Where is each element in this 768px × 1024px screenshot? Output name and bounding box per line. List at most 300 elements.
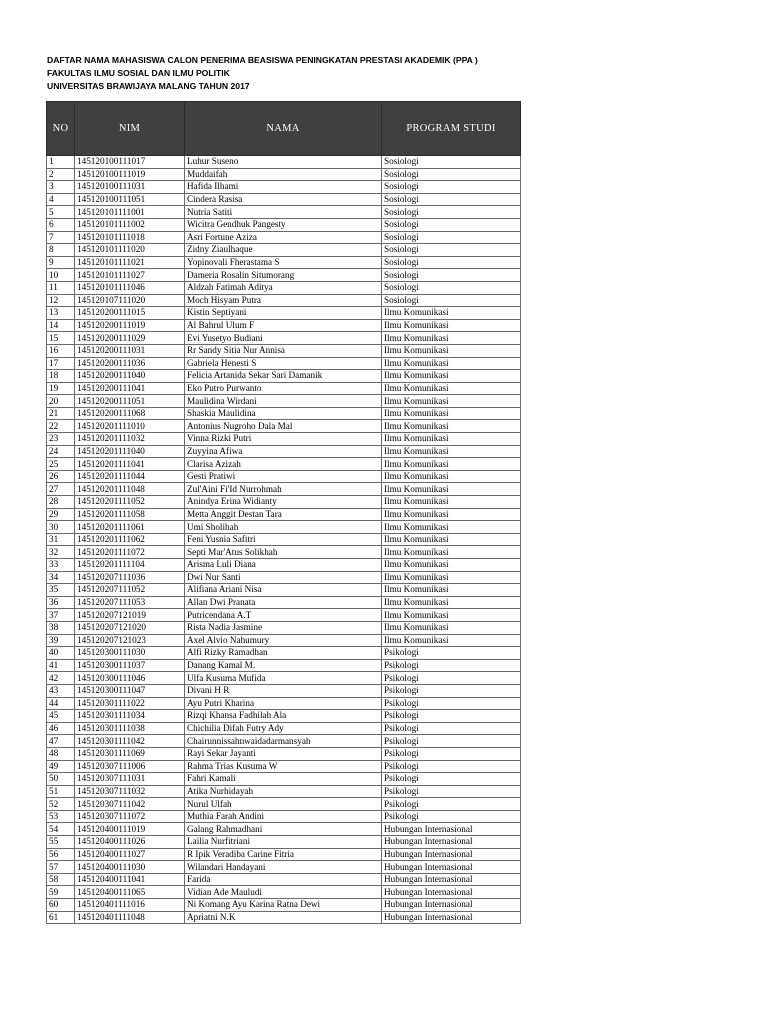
cell-nama: Zuyyina Afiwa [185, 445, 382, 458]
cell-program-studi: Sosiologi [382, 269, 521, 282]
cell-program-studi: Psikologi [382, 798, 521, 811]
cell-nama: Luhur Suseno [185, 156, 382, 169]
cell-no: 35 [47, 584, 75, 597]
table-row [47, 747, 521, 760]
table-row [47, 773, 521, 786]
table-row [47, 256, 521, 269]
document-header [47, 54, 478, 92]
cell-program-studi: Ilmu Komunikasi [382, 470, 521, 483]
cell-nim: 145120200111051 [75, 395, 185, 408]
cell-nim: 145120401111048 [75, 911, 185, 924]
cell-nama: Gabriela Henesti S [185, 357, 382, 370]
cell-program-studi: Hubungan Internasional [382, 886, 521, 899]
cell-program-studi: Ilmu Komunikasi [382, 546, 521, 559]
cell-nim: 145120300111046 [75, 672, 185, 685]
cell-program-studi: Psikologi [382, 722, 521, 735]
cell-no: 56 [47, 848, 75, 861]
cell-program-studi: Sosiologi [382, 244, 521, 257]
cell-nama: Eko Putro Purwanto [185, 382, 382, 395]
cell-nama: Lailia Nurfitriani [185, 836, 382, 849]
cell-nim: 145120301111069 [75, 747, 185, 760]
cell-nim: 145120301111038 [75, 722, 185, 735]
cell-nama: Septi Mar'Atus Solikhah [185, 546, 382, 559]
cell-nim: 145120400111027 [75, 848, 185, 861]
cell-program-studi: Ilmu Komunikasi [382, 609, 521, 622]
table-row [47, 370, 521, 383]
cell-no: 5 [47, 206, 75, 219]
cell-nama: Atika Nurhidayah [185, 785, 382, 798]
cell-program-studi: Hubungan Internasional [382, 911, 521, 924]
table-row [47, 206, 521, 219]
cell-no: 45 [47, 710, 75, 723]
cell-nama: Asri Fortune Aziza [185, 231, 382, 244]
cell-program-studi: Ilmu Komunikasi [382, 533, 521, 546]
cell-nim: 145120201111058 [75, 508, 185, 521]
cell-no: 40 [47, 647, 75, 660]
cell-no: 46 [47, 722, 75, 735]
cell-program-studi: Ilmu Komunikasi [382, 508, 521, 521]
cell-nim: 145120301111022 [75, 697, 185, 710]
cell-nim: 145120200111036 [75, 357, 185, 370]
cell-nim: 145120101111001 [75, 206, 185, 219]
cell-no: 6 [47, 218, 75, 231]
cell-no: 2 [47, 168, 75, 181]
cell-program-studi: Sosiologi [382, 193, 521, 206]
table-row [47, 873, 521, 886]
cell-nim: 145120201111052 [75, 496, 185, 509]
cell-no: 58 [47, 873, 75, 886]
cell-program-studi: Ilmu Komunikasi [382, 433, 521, 446]
cell-no: 38 [47, 621, 75, 634]
cell-nama: Danang Kamal M. [185, 659, 382, 672]
table-row [47, 911, 521, 924]
cell-nim: 145120201111010 [75, 420, 185, 433]
table-row [47, 218, 521, 231]
cell-program-studi: Ilmu Komunikasi [382, 496, 521, 509]
cell-no: 37 [47, 609, 75, 622]
cell-nim: 145120307111031 [75, 773, 185, 786]
cell-nama: Chairunnissahnwaidadarmansyah [185, 735, 382, 748]
table-row [47, 836, 521, 849]
cell-program-studi: Ilmu Komunikasi [382, 382, 521, 395]
cell-nama: Apriatni N.K [185, 911, 382, 924]
table-row [47, 647, 521, 660]
cell-program-studi: Sosiologi [382, 181, 521, 194]
cell-nama: Yopinovali Fherastama S [185, 256, 382, 269]
cell-no: 32 [47, 546, 75, 559]
cell-nama: Shaskia Maulidina [185, 407, 382, 420]
cell-nama: Ulfa Kusuma Mufida [185, 672, 382, 685]
cell-nim: 145120201111040 [75, 445, 185, 458]
cell-nama: Wicitra Gendhuk Pangesty [185, 218, 382, 231]
cell-nama: Aldzah Fatimah Aditya [185, 281, 382, 294]
cell-no: 8 [47, 244, 75, 257]
cell-nama: Vidian Ade Mauludi [185, 886, 382, 899]
cell-no: 26 [47, 470, 75, 483]
cell-program-studi: Ilmu Komunikasi [382, 559, 521, 572]
table-row [47, 697, 521, 710]
cell-nim: 145120200111040 [75, 370, 185, 383]
cell-no: 23 [47, 433, 75, 446]
cell-nama: Maulidina Wirdani [185, 395, 382, 408]
cell-no: 16 [47, 344, 75, 357]
cell-nim: 145120101111027 [75, 269, 185, 282]
table-row [47, 357, 521, 370]
cell-program-studi: Sosiologi [382, 256, 521, 269]
table-row [47, 886, 521, 899]
cell-nim: 145120101111002 [75, 218, 185, 231]
cell-no: 17 [47, 357, 75, 370]
table-row [47, 319, 521, 332]
table-row [47, 672, 521, 685]
cell-program-studi: Psikologi [382, 735, 521, 748]
cell-program-studi: Sosiologi [382, 206, 521, 219]
cell-nama: Rahma Trias Kusuma W [185, 760, 382, 773]
table-row [47, 521, 521, 534]
table-row [47, 546, 521, 559]
cell-nim: 145120307111042 [75, 798, 185, 811]
cell-no: 7 [47, 231, 75, 244]
cell-nama: Alfi Rizky Ramadhan [185, 647, 382, 660]
table-row [47, 735, 521, 748]
table-row [47, 156, 521, 169]
cell-program-studi: Hubungan Internasional [382, 836, 521, 849]
cell-nim: 145120201111104 [75, 559, 185, 572]
cell-program-studi: Ilmu Komunikasi [382, 307, 521, 320]
cell-program-studi: Sosiologi [382, 218, 521, 231]
table-row [47, 533, 521, 546]
cell-program-studi: Psikologi [382, 672, 521, 685]
cell-program-studi: Ilmu Komunikasi [382, 458, 521, 471]
table-row [47, 193, 521, 206]
cell-nama: Gesti Pratiwi [185, 470, 382, 483]
cell-nama: Felicia Artanida Sekar Sari Damanik [185, 370, 382, 383]
cell-nim: 145120200111019 [75, 319, 185, 332]
table-row [47, 559, 521, 572]
cell-nim: 145120400111026 [75, 836, 185, 849]
cell-nim: 145120201111032 [75, 433, 185, 446]
table-row [47, 231, 521, 244]
cell-nama: Antonius Nugroho Dala Mal [185, 420, 382, 433]
cell-nama: Umi Sholihah [185, 521, 382, 534]
cell-nim: 145120201111048 [75, 483, 185, 496]
cell-nim: 145120100111019 [75, 168, 185, 181]
cell-nim: 145120101111018 [75, 231, 185, 244]
table-row [47, 596, 521, 609]
table-row [47, 344, 521, 357]
table-row [47, 294, 521, 307]
cell-nama: Rayi Sekar Jayanti [185, 747, 382, 760]
cell-nama: Clarisa Azizah [185, 458, 382, 471]
cell-no: 48 [47, 747, 75, 760]
cell-program-studi: Sosiologi [382, 294, 521, 307]
table-row [47, 684, 521, 697]
table-row [47, 458, 521, 471]
cell-nama: Chichilia Difah Futry Ady [185, 722, 382, 735]
cell-nim: 145120200111029 [75, 332, 185, 345]
table-row [47, 710, 521, 723]
cell-program-studi: Ilmu Komunikasi [382, 621, 521, 634]
cell-nama: Feni Yusnia Safitri [185, 533, 382, 546]
cell-nama: R Ipik Veradiba Carine Fitria [185, 848, 382, 861]
cell-nim: 145120207121020 [75, 621, 185, 634]
cell-program-studi: Ilmu Komunikasi [382, 596, 521, 609]
cell-no: 3 [47, 181, 75, 194]
cell-program-studi: Ilmu Komunikasi [382, 332, 521, 345]
cell-program-studi: Psikologi [382, 684, 521, 697]
cell-no: 27 [47, 483, 75, 496]
cell-nama: Farida [185, 873, 382, 886]
cell-nama: Hafida Ilhami [185, 181, 382, 194]
cell-no: 42 [47, 672, 75, 685]
table-row [47, 470, 521, 483]
cell-nama: Metta Anggit Destan Tara [185, 508, 382, 521]
cell-nama: Nutria Satiti [185, 206, 382, 219]
cell-program-studi: Hubungan Internasional [382, 861, 521, 874]
cell-no: 31 [47, 533, 75, 546]
cell-nim: 145120200111031 [75, 344, 185, 357]
table-body [47, 156, 521, 924]
cell-no: 18 [47, 370, 75, 383]
cell-nim: 145120300111047 [75, 684, 185, 697]
document-title: DAFTAR NAMA MAHASISWA CALON PENERIMA BEASISWA PENINGKATAN PRESTASI AKADEMIK (PPA ) [47, 55, 478, 65]
cell-program-studi: Ilmu Komunikasi [382, 634, 521, 647]
cell-program-studi: Hubungan Internasional [382, 873, 521, 886]
cell-nama: Fahri Kamali [185, 773, 382, 786]
cell-no: 36 [47, 596, 75, 609]
table-row [47, 823, 521, 836]
cell-nim: 145120200111015 [75, 307, 185, 320]
cell-no: 11 [47, 281, 75, 294]
table-row [47, 609, 521, 622]
scholarship-candidates-table [46, 101, 521, 924]
cell-no: 15 [47, 332, 75, 345]
cell-nama: Muthia Farah Andini [185, 810, 382, 823]
cell-nama: Anindya Erina Widianty [185, 496, 382, 509]
cell-no: 52 [47, 798, 75, 811]
table-row [47, 407, 521, 420]
cell-no: 12 [47, 294, 75, 307]
cell-nama: Zul'Aini Fi'Id Nurrohmah [185, 483, 382, 496]
cell-nama: Galang Rahmadhani [185, 823, 382, 836]
column-header-no: NO [47, 102, 75, 156]
cell-nama: Rista Nadia Jasmine [185, 621, 382, 634]
table-row [47, 332, 521, 345]
cell-no: 24 [47, 445, 75, 458]
cell-nim: 145120200111068 [75, 407, 185, 420]
cell-program-studi: Psikologi [382, 785, 521, 798]
cell-nama: Rizqi Khansa Fadhilah Ala [185, 710, 382, 723]
cell-program-studi: Ilmu Komunikasi [382, 483, 521, 496]
cell-nim: 145120201111044 [75, 470, 185, 483]
cell-program-studi: Ilmu Komunikasi [382, 445, 521, 458]
university-year: UNIVERSITAS BRAWIJAYA MALANG TAHUN 2017 [47, 80, 250, 91]
cell-program-studi: Psikologi [382, 810, 521, 823]
cell-no: 43 [47, 684, 75, 697]
cell-nim: 145120307111032 [75, 785, 185, 798]
cell-no: 9 [47, 256, 75, 269]
cell-nim: 145120207121019 [75, 609, 185, 622]
cell-nim: 145120207111036 [75, 571, 185, 584]
table-row [47, 861, 521, 874]
cell-nama: Muddaifah [185, 168, 382, 181]
cell-program-studi: Sosiologi [382, 168, 521, 181]
table-row [47, 168, 521, 181]
cell-nama: Ayu Putri Kharina [185, 697, 382, 710]
cell-nim: 145120201111062 [75, 533, 185, 546]
cell-no: 10 [47, 269, 75, 282]
cell-nama: Arisma Luli Diana [185, 559, 382, 572]
cell-no: 49 [47, 760, 75, 773]
cell-nim: 145120100111031 [75, 181, 185, 194]
cell-no: 19 [47, 382, 75, 395]
cell-no: 21 [47, 407, 75, 420]
cell-nim: 145120100111017 [75, 156, 185, 169]
cell-nama: Zidny Ziaulhaque [185, 244, 382, 257]
cell-program-studi: Sosiologi [382, 231, 521, 244]
cell-nim: 145120107111020 [75, 294, 185, 307]
cell-nama: Axel Alvio Nahumury [185, 634, 382, 647]
cell-no: 51 [47, 785, 75, 798]
cell-nama: Moch Hisyam Putra [185, 294, 382, 307]
cell-no: 60 [47, 899, 75, 912]
cell-no: 1 [47, 156, 75, 169]
cell-nim: 145120207111052 [75, 584, 185, 597]
table-row [47, 798, 521, 811]
table-row [47, 420, 521, 433]
cell-nim: 145120307111072 [75, 810, 185, 823]
cell-program-studi: Psikologi [382, 710, 521, 723]
cell-program-studi: Psikologi [382, 747, 521, 760]
cell-no: 54 [47, 823, 75, 836]
cell-program-studi: Ilmu Komunikasi [382, 571, 521, 584]
cell-program-studi: Ilmu Komunikasi [382, 407, 521, 420]
table-row [47, 483, 521, 496]
cell-program-studi: Ilmu Komunikasi [382, 584, 521, 597]
cell-nim: 145120400111030 [75, 861, 185, 874]
cell-program-studi: Psikologi [382, 760, 521, 773]
cell-nim: 145120301111034 [75, 710, 185, 723]
cell-nama: Allan Dwi Pranata [185, 596, 382, 609]
table-row [47, 433, 521, 446]
cell-program-studi: Ilmu Komunikasi [382, 521, 521, 534]
cell-nim: 145120201111072 [75, 546, 185, 559]
cell-nim: 145120400111019 [75, 823, 185, 836]
cell-no: 59 [47, 886, 75, 899]
cell-nama: Nurul Ulfah [185, 798, 382, 811]
table-row [47, 899, 521, 912]
column-header-nim: NIM [75, 102, 185, 156]
table-row [47, 307, 521, 320]
cell-nim: 145120101111020 [75, 244, 185, 257]
cell-program-studi: Psikologi [382, 773, 521, 786]
cell-no: 29 [47, 508, 75, 521]
cell-nim: 145120300111037 [75, 659, 185, 672]
cell-no: 20 [47, 395, 75, 408]
table-row [47, 848, 521, 861]
cell-nama: Dwi Nur Santi [185, 571, 382, 584]
cell-nama: Kistin Septiyani [185, 307, 382, 320]
cell-program-studi: Psikologi [382, 647, 521, 660]
cell-nama: Putricendana A.T [185, 609, 382, 622]
table-row [47, 810, 521, 823]
table-row [47, 634, 521, 647]
cell-nama: Rr Sandy Sitia Nur Annisa [185, 344, 382, 357]
cell-nim: 145120207111053 [75, 596, 185, 609]
table-row [47, 181, 521, 194]
faculty-name: FAKULTAS ILMU SOSIAL DAN ILMU POLITIK [47, 67, 230, 78]
table-row [47, 395, 521, 408]
cell-nama: Divani H R [185, 684, 382, 697]
cell-program-studi: Ilmu Komunikasi [382, 357, 521, 370]
cell-nim: 145120307111006 [75, 760, 185, 773]
cell-nama: Alifiana Ariani Nisa [185, 584, 382, 597]
cell-program-studi: Hubungan Internasional [382, 823, 521, 836]
cell-no: 50 [47, 773, 75, 786]
column-header-nama: NAMA [185, 102, 382, 156]
cell-nama: Cindera Rasisa [185, 193, 382, 206]
cell-program-studi: Sosiologi [382, 156, 521, 169]
table-row [47, 508, 521, 521]
cell-nim: 145120101111046 [75, 281, 185, 294]
cell-no: 61 [47, 911, 75, 924]
cell-program-studi: Hubungan Internasional [382, 848, 521, 861]
column-header-program-studi: PROGRAM STUDI [382, 102, 521, 156]
cell-nim: 145120200111041 [75, 382, 185, 395]
table-row [47, 785, 521, 798]
cell-program-studi: Psikologi [382, 697, 521, 710]
cell-program-studi: Psikologi [382, 659, 521, 672]
cell-program-studi: Sosiologi [382, 281, 521, 294]
cell-program-studi: Ilmu Komunikasi [382, 319, 521, 332]
cell-nim: 145120301111042 [75, 735, 185, 748]
table-row [47, 621, 521, 634]
cell-nim: 145120207121023 [75, 634, 185, 647]
cell-no: 30 [47, 521, 75, 534]
cell-no: 14 [47, 319, 75, 332]
cell-nim: 145120101111021 [75, 256, 185, 269]
cell-nama: Ni Komang Ayu Karina Ratna Dewi [185, 899, 382, 912]
cell-program-studi: Ilmu Komunikasi [382, 344, 521, 357]
cell-nama: Al Bahrul Ulum F [185, 319, 382, 332]
table-row [47, 496, 521, 509]
cell-no: 25 [47, 458, 75, 471]
cell-no: 28 [47, 496, 75, 509]
cell-no: 41 [47, 659, 75, 672]
cell-no: 55 [47, 836, 75, 849]
table-row [47, 584, 521, 597]
cell-program-studi: Ilmu Komunikasi [382, 420, 521, 433]
cell-no: 57 [47, 861, 75, 874]
cell-no: 33 [47, 559, 75, 572]
cell-nim: 145120100111051 [75, 193, 185, 206]
table-row [47, 760, 521, 773]
cell-nim: 145120400111041 [75, 873, 185, 886]
table-row [47, 244, 521, 257]
cell-nim: 145120201111061 [75, 521, 185, 534]
table-row [47, 722, 521, 735]
cell-nama: Evi Yusetyo Budiani [185, 332, 382, 345]
cell-no: 13 [47, 307, 75, 320]
cell-no: 44 [47, 697, 75, 710]
cell-nama: Vinna Rizki Putri [185, 433, 382, 446]
cell-program-studi: Ilmu Komunikasi [382, 395, 521, 408]
cell-nim: 145120401111016 [75, 899, 185, 912]
table-row [47, 269, 521, 282]
cell-no: 34 [47, 571, 75, 584]
cell-program-studi: Hubungan Internasional [382, 899, 521, 912]
table-row [47, 382, 521, 395]
